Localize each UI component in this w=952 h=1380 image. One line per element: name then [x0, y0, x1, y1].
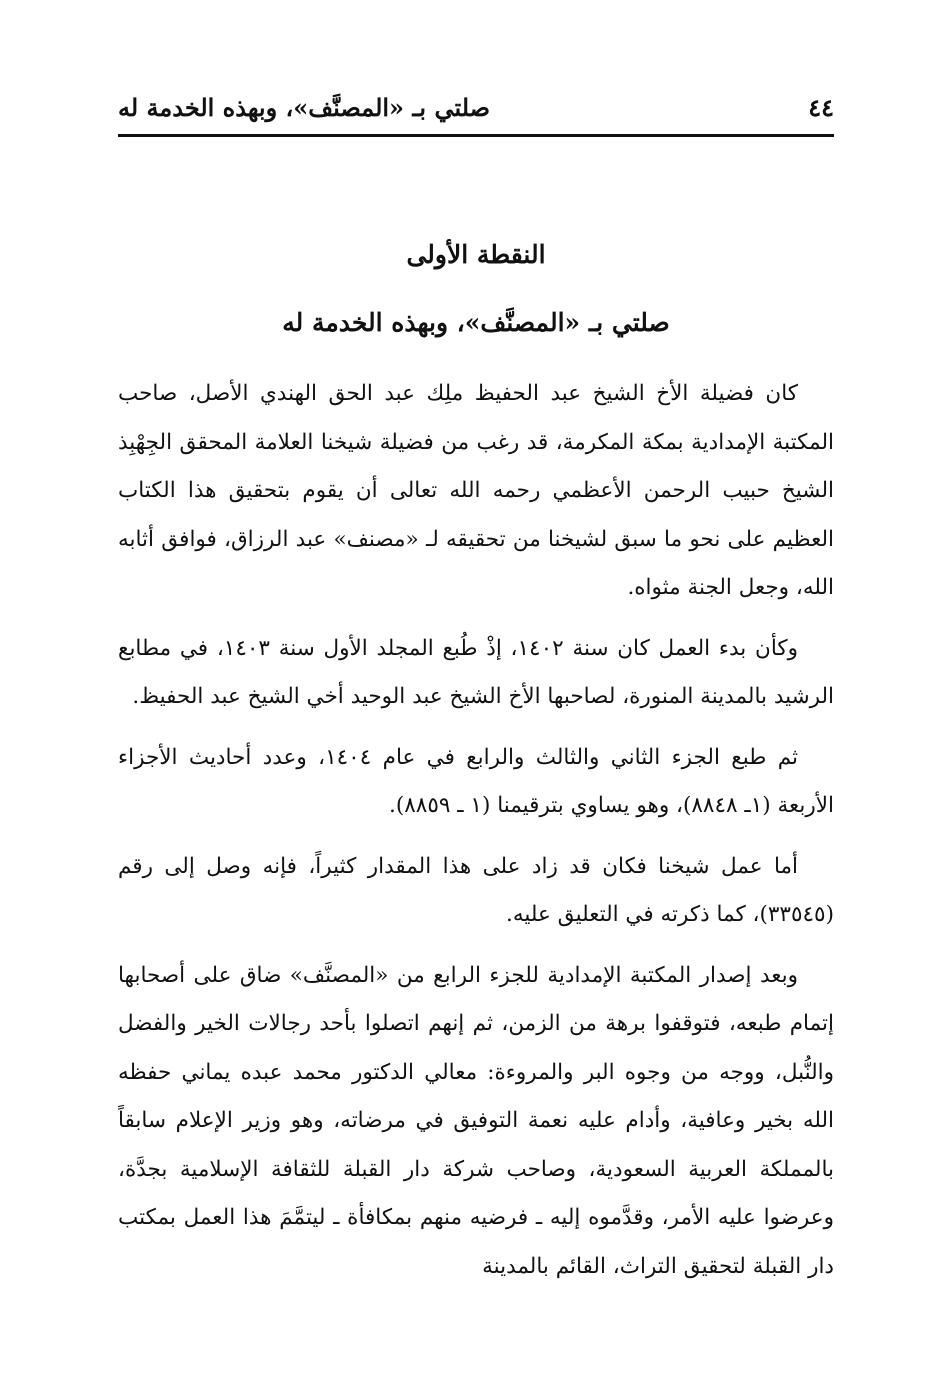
- body-text: [118, 370, 834, 1303]
- paragraph: ثم طبع الجزء الثاني والثالث والرابع في عام ١٤٠٤، وعدد أحاديث الأجزاء الأربعة (١ـ ٨٨٤٨)، وهو يساوي بترقيمنا (١ ـ ٨٨٥٩).: [118, 744, 834, 818]
- running-header: [118, 86, 834, 128]
- section-title: النقطة الأولى: [406, 240, 546, 269]
- header-rule: [118, 134, 834, 137]
- section-subtitle: صلتي بـ «المصنَّف»، وبهذه الخدمة له: [282, 308, 670, 337]
- paragraph: كان فضيلة الأخ الشيخ عبد الحفيظ ملِك عبد الحق الهندي الأصل، صاحب المكتبة الإمدادية بمكة المكرمة، قد رغب من فضيلة شيخنا العلامة المحقق الجِهْبِذ الشيخ حبيب الرحمن الأعظمي رحمه الله تعالى أن يقوم بتحقيق هذا الكتاب العظيم على نحو ما سبق لشيخنا من تحقيقه لـ «مصنف» عبد الرزاق، فوافق أثابه الله، وجعل الجنة مثواه.: [118, 381, 834, 600]
- page-number: ٤٤: [808, 92, 834, 122]
- paragraph: وبعد إصدار المكتبة الإمدادية للجزء الرابع من «المصنَّف» ضاق على أصحابها إتمام طبعه، فتوقفوا برهة من الزمن، ثم إنهم اتصلوا بأحد رجالات الخير والفضل والنُّبل، ووجه من وجوه البر والمروءة: معالي الدكتور محمد عبده يماني حفظه الله بخير وعافية، وأدام عليه نعمة التوفيق في مرضاته، وهو وزير الإعلام سابقاً بالمملكة العربية السعودية، وصاحب شركة دار القبلة للثقافة الإسلامية بجدَّة، وعرضوا عليه الأمر، وقدَّموه إليه ـ فرضيه منهم بمكافأة ـ ليتمَّمَ هذا العمل بمكتب دار القبلة لتحقيق التراث، القائم بالمدينة: [118, 962, 834, 1279]
- paragraph: أما عمل شيخنا فكان قد زاد على هذا المقدار كثيراً، فإنه وصل إلى رقم (٣٣٥٤٥)، كما ذكرته في التعليق عليه.: [118, 853, 834, 927]
- paragraph: وكأن بدء العمل كان سنة ١٤٠٢، إذْ طُبع المجلد الأول سنة ١٤٠٣، في مطابع الرشيد بالمدينة المنورة، لصاحبها الأخ الشيخ عبد الوحيد أخي الشيخ عبد الحفيظ.: [118, 635, 834, 709]
- running-title: صلتي بـ «المصنَّف»، وبهذه الخدمة له: [118, 92, 491, 122]
